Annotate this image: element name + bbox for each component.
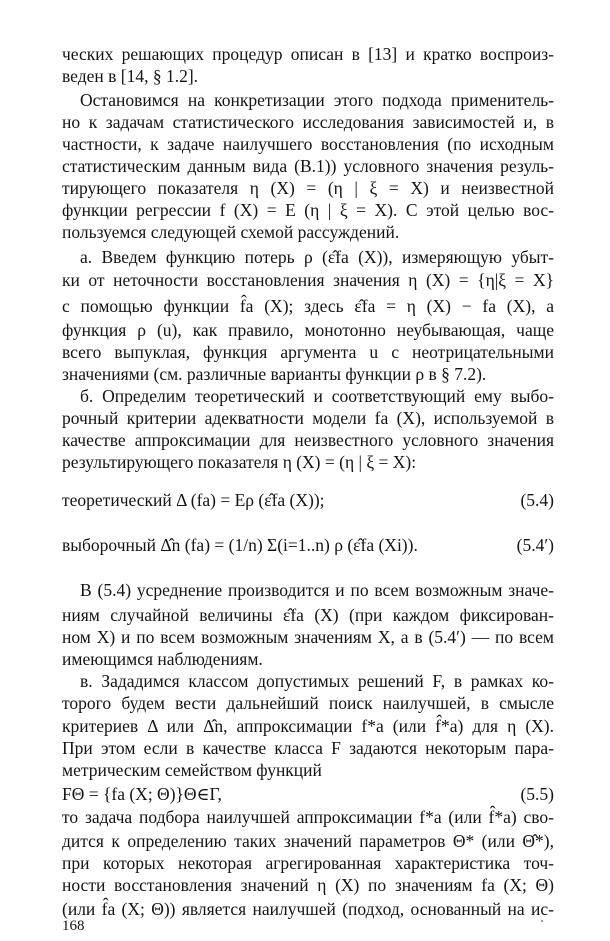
text-line: рочный критерии адекватности модели fa (X), используемой в xyxy=(62,408,554,428)
text-line: В (5.4) усреднение производится и по всем возможным значе- xyxy=(80,580,554,600)
text-line: в. Зададимся классом допустимых решений F, в рамках ко- xyxy=(80,671,554,691)
text-line: веден в [14, § 1.2]. xyxy=(62,66,199,86)
equation-5-4-prime xyxy=(62,535,554,555)
equation-5-5 xyxy=(62,784,554,804)
text-line: метрическим семейством функций xyxy=(62,760,322,780)
text-line: пользуемся следующей схемой рассуждений. xyxy=(62,222,400,242)
equation-text: выборочный Δ̂n (fa) = (1/n) Σ(i=1..n) ρ (ε̂fa (Xi)). xyxy=(62,535,418,555)
text-line: функции регрессии f (X) = E (η | ξ = X). С этой целью вос- xyxy=(62,200,554,220)
text-line: качестве аппроксимации для неизвестного условного значения xyxy=(62,430,554,450)
text-line: статистическим данным вида (В.1)) условного значения резуль- xyxy=(62,156,554,176)
text-line: При этом если в качестве класса F задаются некоторым пара- xyxy=(62,738,554,758)
text-line: торого будем вести дальнейший поиск наилучшей, в смысле xyxy=(62,693,554,713)
text-line: ном X) и по всем возможным значениям X, а в (5.4′) — по всем xyxy=(62,627,554,647)
text-line: ности восстановления значений η (X) по значениям fa (X; Θ) xyxy=(62,875,554,895)
text-line: но к задачам статистического исследования зависимостей и, в xyxy=(62,112,554,132)
page-number: 168 xyxy=(62,918,85,934)
text-line: функция ρ (u), как правило, монотонно неубывающая, чаще xyxy=(62,320,554,340)
text-line: критериев Δ или Δ̂n, аппроксимации f*a (или f̂*a) для η (X). xyxy=(62,716,555,736)
equation-number: (5.4′) xyxy=(516,535,554,555)
equation-number: (5.5) xyxy=(520,784,554,804)
text-line: с помощью функции f̂a (X); здесь ε̂fa = η (X) − fa (X), а xyxy=(62,296,554,316)
equation-text: FΘ = {fa (X; Θ)}Θ∈Γ, xyxy=(62,784,222,804)
equation-text: теоретический Δ (fa) = Eρ (ε̂fa (X)); xyxy=(62,490,325,510)
text-line: ки от неточности восстановления значения η (X) = {η|ξ = X} xyxy=(62,270,554,290)
text-line: всего выпуклая, функция аргумента u с неотрицательными xyxy=(62,342,554,362)
text-line: дится к определению таких значений параметров Θ* (или Θ̂*), xyxy=(62,831,554,851)
equation-number: (5.4) xyxy=(520,490,554,510)
text-line: частности, к задаче наилучшего восстановления (по исходным xyxy=(62,134,554,154)
print-speck xyxy=(541,920,543,922)
text-line: тирующего показателя η (X) = (η | ξ = X) и неизвестной xyxy=(62,178,554,198)
text-line: Остановимся на конкретизации этого подхода применитель- xyxy=(80,90,554,110)
text-line: при которых некоторая агрегированная характеристика точ- xyxy=(62,853,554,873)
text-line: (или f̂a (X; Θ)) является наилучшей (подход, основанный на ис- xyxy=(62,899,554,919)
text-line: результирующего показателя η (X) = (η | ξ = X): xyxy=(62,452,417,472)
text-line: б. Определим теоретический и соответствующий ему выбо- xyxy=(80,386,554,406)
text-line: значениями (см. различные варианты функции ρ в § 7.2). xyxy=(62,364,487,384)
equation-5-4 xyxy=(62,490,554,510)
text-line: ческих решающих процедур описан в [13] и кратко воспроиз- xyxy=(62,44,554,64)
text-line: то задача подбора наилучшей аппроксимации f*a (или f̂*a) сво- xyxy=(62,807,554,827)
text-line: ниям случайной величины ε̂fa (X) (при каждом фиксирован- xyxy=(62,605,554,625)
text-line: имеющимся наблюдениям. xyxy=(62,649,263,669)
text-line: а. Введем функцию потерь ρ (ε̂fa (X)), измеряющую убыт- xyxy=(80,247,554,267)
